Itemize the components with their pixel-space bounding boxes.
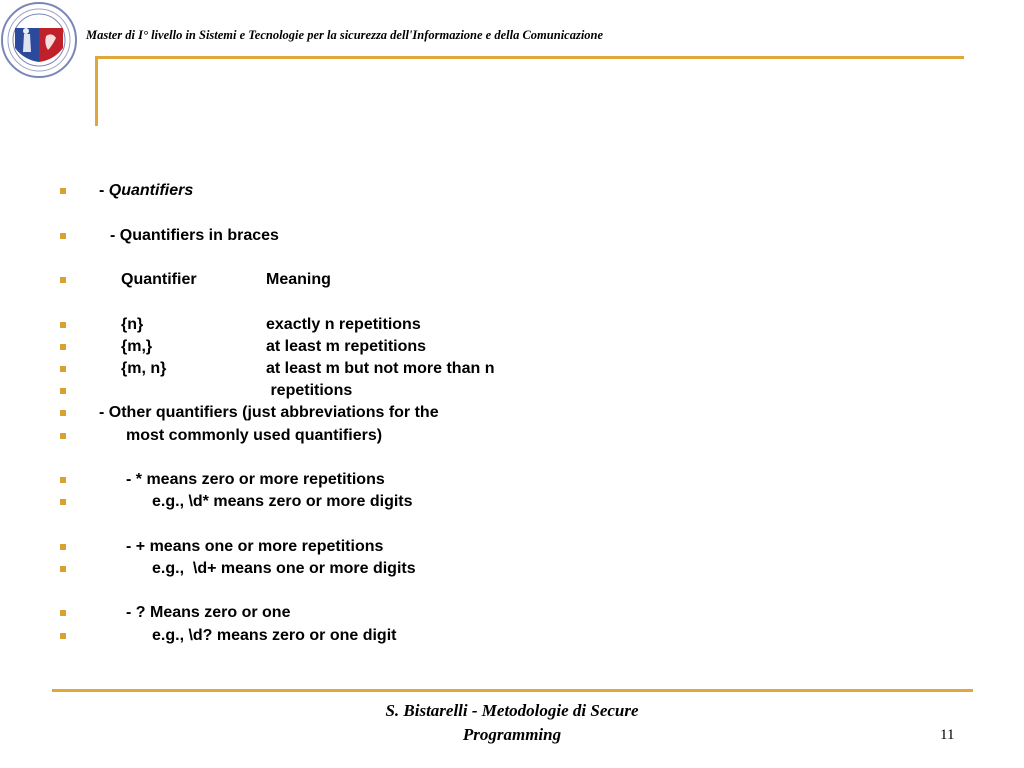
table-row — [0, 380, 353, 402]
bullet-marker — [60, 277, 66, 283]
bullet-marker — [60, 566, 66, 572]
list-item-text: - ? Means zero or one — [126, 604, 291, 621]
table-row — [0, 336, 427, 358]
table-header-row — [0, 269, 331, 291]
list-item-text: - Other quantifiers (just abbreviations for the — [99, 404, 439, 421]
table-row — [0, 314, 421, 336]
section-heading: Quantifiers — [108, 182, 194, 199]
meaning-cell: repetitions — [266, 382, 353, 399]
bullet-marker — [60, 610, 66, 616]
footer-author — [0, 699, 1024, 747]
list-item-text: - Quantifiers in braces — [110, 227, 279, 244]
bullet-marker — [60, 188, 66, 194]
bullet-marker — [60, 633, 66, 639]
list-item-text: - + means one or more repetitions — [126, 538, 384, 555]
footer-author-line2: Programming — [462, 725, 562, 744]
bullet-marker — [60, 544, 66, 550]
bullet-marker — [60, 344, 66, 350]
header-title: Master di I° livello in Sistemi e Tecnologie per la sicurezza dell'Informazione e della Comunicazione — [86, 28, 604, 42]
meaning-cell: at least m but not more than n — [266, 360, 495, 377]
quantifier-cell: {m,} — [121, 338, 153, 355]
list-item — [0, 625, 397, 647]
list-item — [0, 225, 279, 247]
list-item — [0, 469, 385, 491]
list-item-prefix: - — [99, 182, 109, 199]
list-item-text: - * means zero or more repetitions — [126, 471, 385, 488]
bullet-marker — [60, 499, 66, 505]
bullet-marker — [60, 322, 66, 328]
bullet-marker — [60, 366, 66, 372]
bottom-divider — [52, 689, 973, 692]
quantifier-cell: {n} — [121, 316, 144, 333]
bullet-marker — [60, 388, 66, 394]
page-number: 11 — [940, 727, 955, 743]
list-item — [0, 425, 383, 447]
list-item — [0, 536, 384, 558]
footer-author-line1: S. Bistarelli - Metodologie di Secure — [385, 701, 639, 720]
table-row — [0, 358, 495, 380]
meaning-cell: exactly n repetitions — [266, 316, 421, 333]
list-item — [0, 602, 291, 624]
bullet-marker — [60, 233, 66, 239]
bullet-marker — [60, 433, 66, 439]
list-item — [0, 402, 439, 424]
column-header-meaning: Meaning — [266, 271, 331, 288]
bullet-marker — [60, 477, 66, 483]
list-item-text: e.g., \d+ means one or more digits — [152, 560, 416, 577]
list-item-text: most commonly used quantifiers) — [126, 427, 383, 444]
column-header-quantifier: Quantifier — [121, 271, 197, 288]
list-item-text: e.g., \d* means zero or more digits — [152, 493, 413, 510]
meaning-cell: at least m repetitions — [266, 338, 427, 355]
bullet-marker — [60, 410, 66, 416]
list-item — [0, 180, 194, 202]
list-item — [0, 491, 413, 513]
quantifier-cell: {m, n} — [121, 360, 167, 377]
list-item — [0, 558, 416, 580]
list-item-text: e.g., \d? means zero or one digit — [152, 627, 397, 644]
